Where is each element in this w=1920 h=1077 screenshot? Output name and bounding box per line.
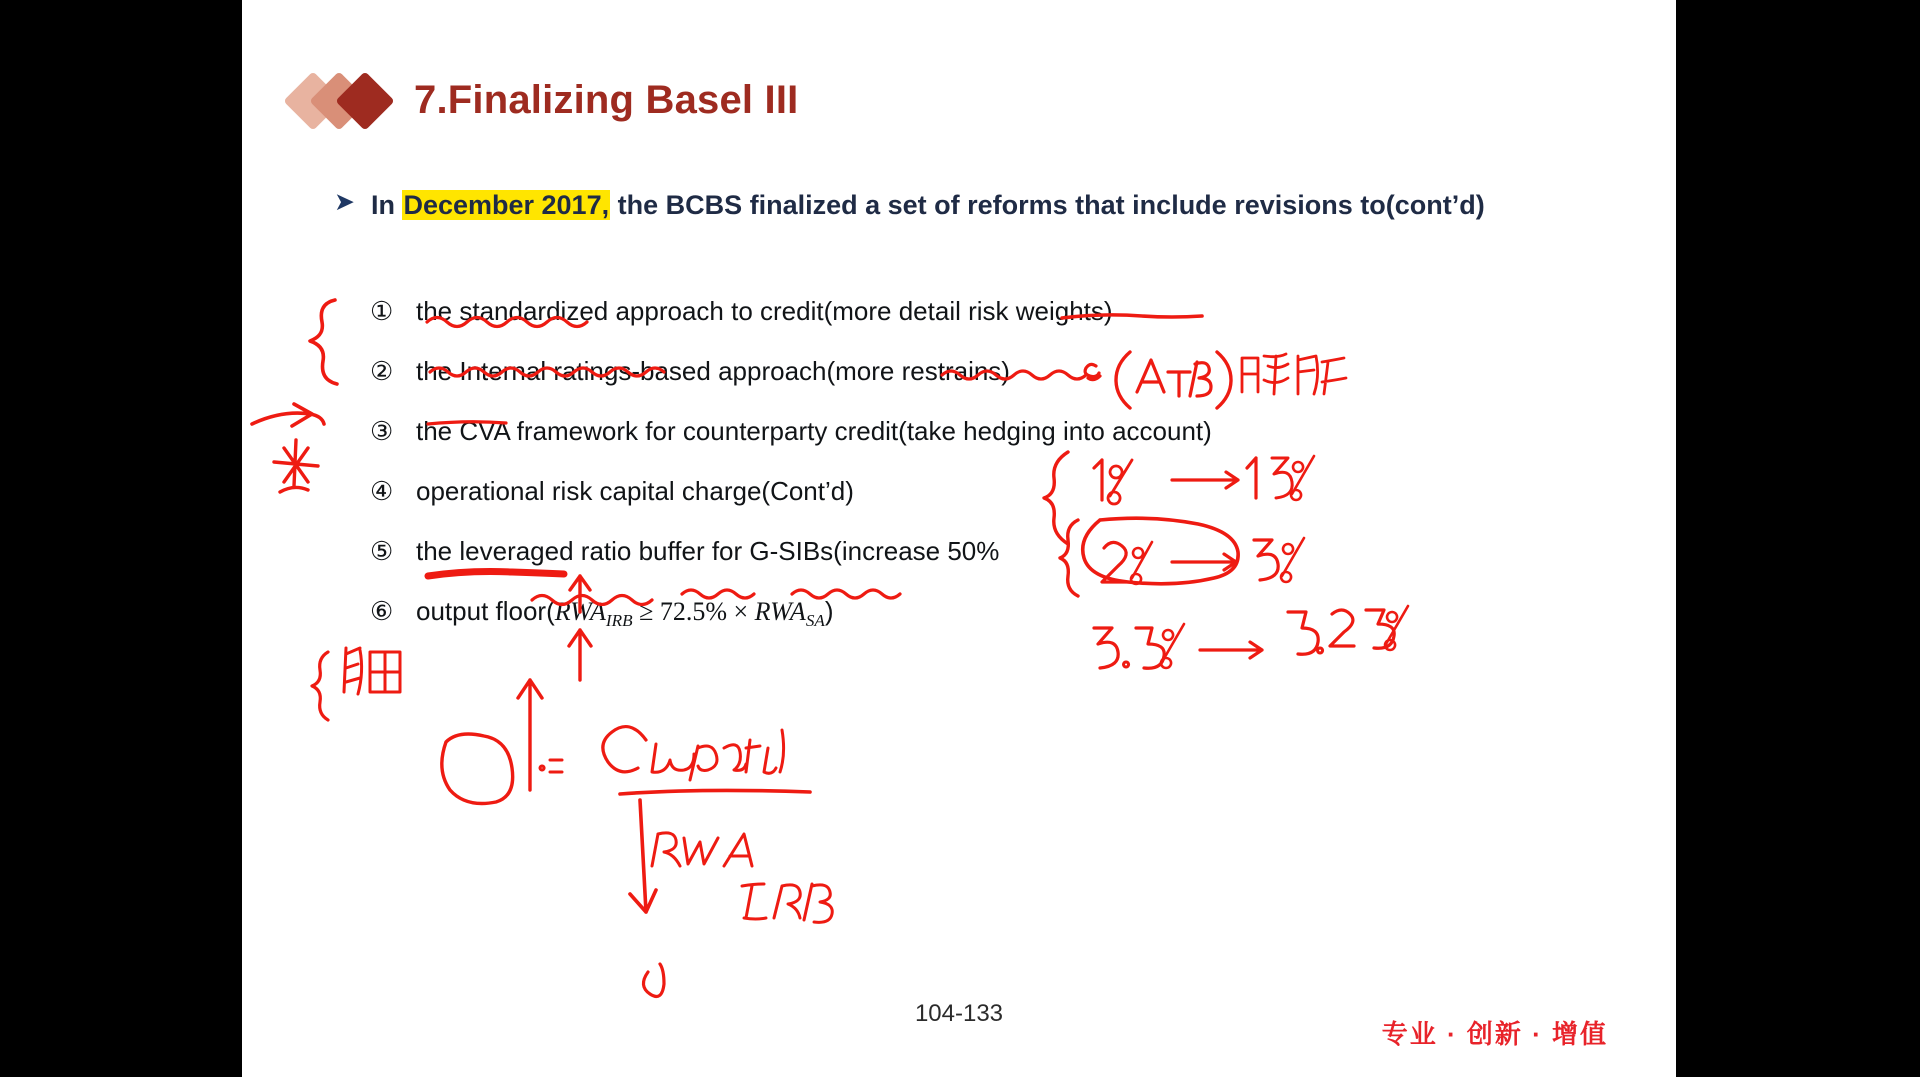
list-item (370, 296, 1630, 356)
list-item-number: ② (370, 356, 394, 386)
bullet-highlight: December 2017, (403, 190, 610, 220)
bullet-arrow-icon: ➤ (334, 188, 355, 216)
list-item-number: ⑤ (370, 536, 394, 566)
list-item-label: the leveraged ratio buffer for G-SIBs(increase 50% (416, 536, 1000, 566)
list-item (370, 476, 1630, 536)
slide-title-row (292, 78, 799, 123)
list-item-number: ⑥ (370, 596, 394, 626)
list-item (370, 356, 1630, 416)
list-item-label: the standardized approach to credit(more detail risk weights) (416, 296, 1113, 326)
list-item (370, 536, 1630, 596)
main-bullet (334, 185, 1534, 226)
list-item-label: the CVA framework for counterparty credit(take hedging into account) (416, 416, 1212, 446)
formula-prefix: output floor( (416, 596, 555, 626)
formula-sub-irb: IRB (605, 611, 633, 631)
formula-rwa-sa: RWA (754, 597, 806, 626)
list-item (370, 596, 1630, 656)
list-item-number: ③ (370, 416, 394, 446)
formula-sub-sa: SA (805, 611, 825, 631)
list-item (370, 416, 1630, 476)
bullet-lead: In (370, 190, 403, 220)
footer-slogan: 专业 · 创新 · 增值 (1381, 1019, 1608, 1049)
list-item-label-formula (416, 596, 834, 631)
formula-rwa-irb: RWA (554, 597, 606, 626)
list-item-label: operational risk capital charge(Cont’d) (416, 476, 854, 506)
page-number: 104-133 (914, 1000, 1004, 1027)
list-item-number: ④ (370, 476, 394, 506)
formula-operator: ≥ 72.5% × (632, 597, 755, 626)
list-item-label: the Internal ratings-based approach(more restrains) (416, 356, 1010, 386)
main-bullet-text (371, 185, 1501, 226)
page-title: 7.Finalizing Basel III (414, 78, 799, 122)
formula-suffix: ) (824, 596, 834, 626)
list-item-number: ① (370, 296, 394, 326)
slide-canvas (242, 0, 1676, 1077)
numbered-list (370, 296, 1630, 656)
bullet-rest: the BCBS finalized a set of reforms that include revisions to(cont’d) (610, 190, 1485, 220)
